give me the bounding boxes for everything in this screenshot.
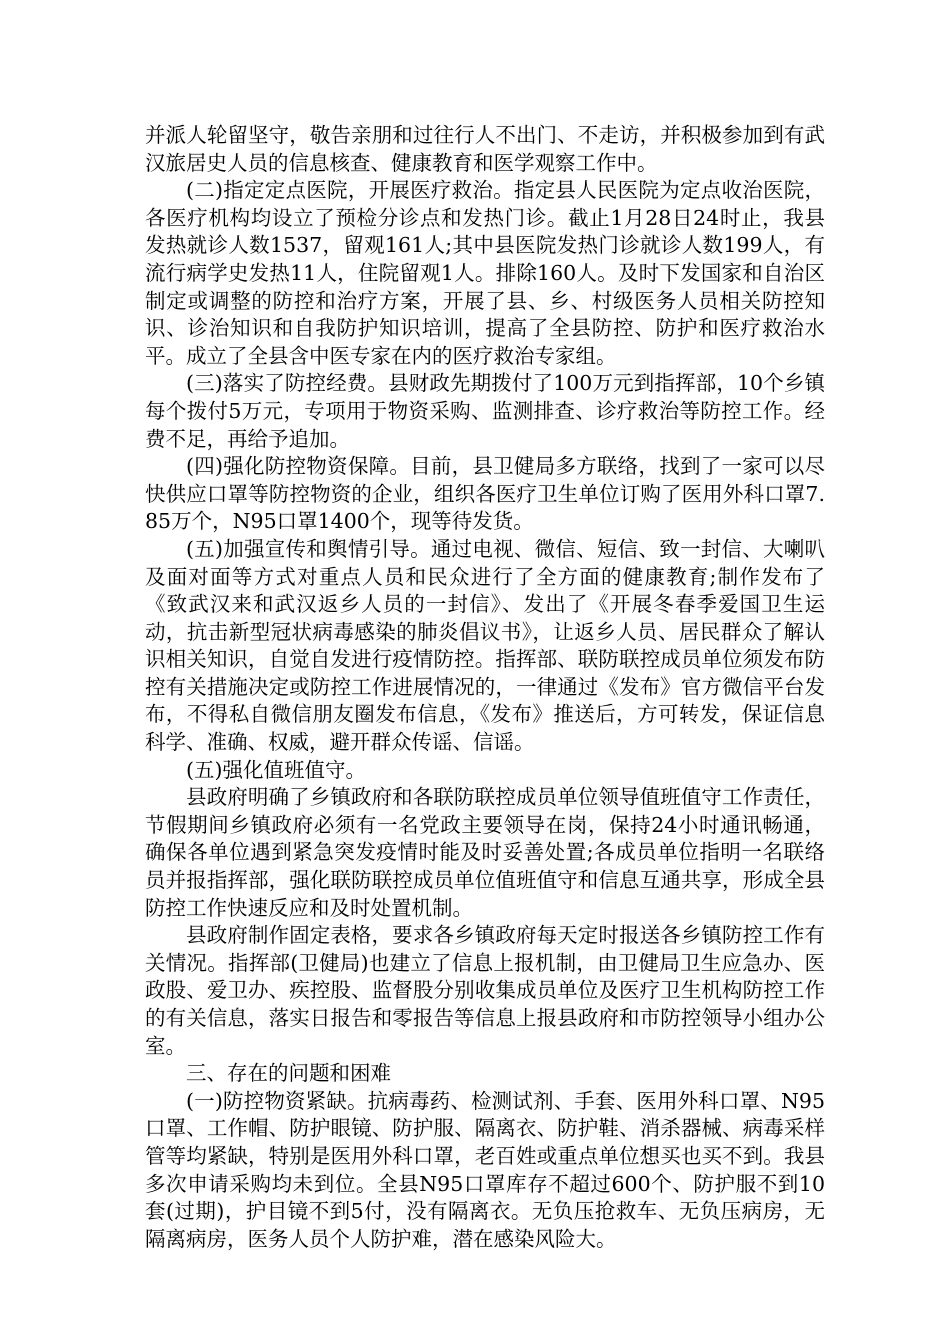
paragraph-duty-responsibility: 县政府明确了乡镇政府和各联防联控成员单位领导值班值守工作责任，节假期间乡镇政府必须有一名党政主要领导在岗，保持24小时通讯畅通，确保各单位遇到紧急突发疫情时能及时妥善处置;各成员单位指明一名联络员并报指挥部，强化联防联控成员单位值班值守和信息互通共享，形成全县防控工作快速反应和及时处置机制。: [145, 785, 825, 920]
section-heading-problems: 三、存在的问题和困难: [186, 1061, 391, 1086]
paragraph-continuation: 并派人轮留坚守，敬告亲朋和过往行人不出门、不走访，并积极参加到有武汉旅居史人员的信息核查、健康教育和医学观察工作中。: [145, 123, 825, 175]
document-body: [145, 122, 825, 1253]
paragraph-reporting: 县政府制作固定表格，要求各乡镇政府每天定时报送各乡镇防控工作有关情况。指挥部(卫健局)也建立了信息上报机制，由卫健局卫生应急办、医政股、爱卫办、疾控股、监督股分别收集成员单位及医疗卫生机构防控工作的有关信息，落实日报告和零报告等信息上报县政府和市防控领导小组办公室。: [145, 923, 825, 1058]
paragraph-designated-hospital: (二)指定定点医院，开展医疗救治。指定县人民医院为定点收治医院，各医疗机构均设立了预检分诊点和发热门诊。截止1月28日24时止，我县发热就诊人数1537，留观161人;其中县医院发热门诊就诊人数199人，有流行病学史发热11人，住院留观1人。排除160人。及时下发国家和自治区制定或调整的防控和治疗方案，开展了县、乡、村级医务人员相关防控知识、诊治知识和自我防护知识培训，提高了全县防控、防护和医疗救治水平。成立了全县含中医专家在内的医疗救治专家组。: [145, 178, 825, 368]
paragraph-supplies: (四)强化防控物资保障。目前，县卫健局多方联络，找到了一家可以尽快供应口罩等防控物资的企业，组织各医疗卫生单位订购了医用外科口罩7.85万个，N95口罩1400个，现等待发货。: [145, 454, 825, 534]
paragraph-duty-heading: (五)强化值班值守。: [186, 757, 366, 782]
paragraph-publicity: (五)加强宣传和舆情引导。通过电视、微信、短信、致一封信、大喇叭及面对面等方式对重点人员和民众进行了全方面的健康教育;制作发布了《致武汉来和武汉返乡人员的一封信》、发出了《开展冬春季爱国卫生运动，抗击新型冠状病毒感染的肺炎倡议书》，让返乡人员、居民群众了解认识相关知识，自觉自发进行疫情防控。指挥部、联防联控成员单位须发布防控有关措施决定或防控工作进展情况的，一律通过《发布》官方微信平台发布，不得私自微信朋友圈发布信息，《发布》推送后，方可转发，保证信息科学、准确、权威，避开群众传谣、信谣。: [145, 536, 825, 755]
paragraph-funding: (三)落实了防控经费。县财政先期拨付了100万元到指挥部，10个乡镇每个拨付5万元，专项用于物资采购、监测排查、诊疗救治等防控工作。经费不足，再给予追加。: [145, 371, 825, 451]
paragraph-shortage: (一)防控物资紧缺。抗病毒药、检测试剂、手套、医用外科口罩、N95口罩、工作帽、防护眼镜、防护服、隔离衣、防护鞋、消杀器械、病毒采样管等均紧缺，特别是医用外科口罩，老百姓或重点单位想买也买不到。我县多次申请采购均未到位。全县N95口罩库存不超过600个、防护服不到10套(过期)，护目镜不到5付，没有隔离衣。无负压抢救车、无负压病房，无隔离病房，医务人员个人防护难，潜在感染风险大。: [145, 1088, 825, 1251]
